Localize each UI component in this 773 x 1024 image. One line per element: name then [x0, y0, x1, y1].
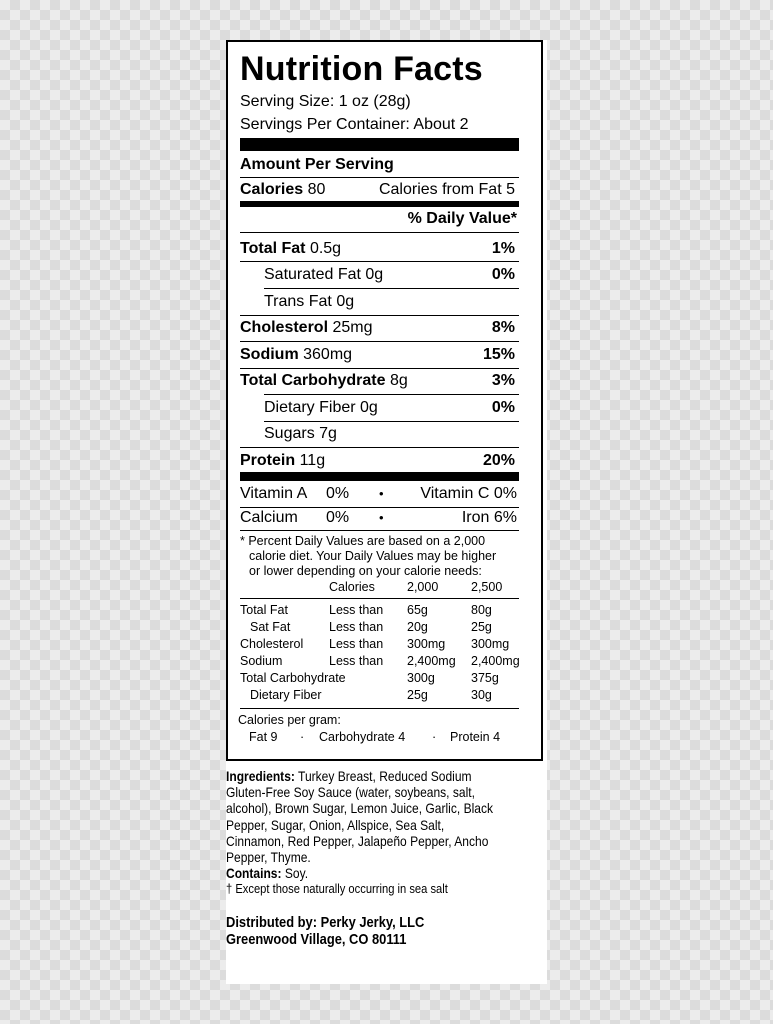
table-header-row [240, 579, 530, 596]
divider [240, 341, 519, 342]
divider [264, 394, 519, 395]
nutrient-amount: 360mg [303, 346, 353, 363]
nutrient-amount: 0g [365, 266, 384, 283]
nutrient-label: Cholesterol [240, 319, 329, 336]
table-cell: 80g [471, 603, 492, 617]
table-row [240, 687, 530, 704]
footnote-line-2: calorie diet. Your Daily Values may be higher [249, 549, 497, 563]
nutrient-label: Total Fat [240, 240, 306, 257]
table-header: 2,500 [471, 580, 503, 594]
daily-value-header: % Daily Value* [407, 210, 517, 227]
vitamin-a-value: 0% [326, 485, 350, 502]
nutrient-dv: 1% [491, 240, 515, 257]
calories-row [240, 180, 519, 200]
table-header: Calories [329, 580, 375, 594]
table-header: 2,000 [407, 580, 439, 594]
table-cell: Dietary Fiber [250, 688, 322, 702]
table-cell: Less than [329, 603, 384, 617]
nutrient-label: Trans Fat [264, 293, 332, 310]
table-cell: Less than [329, 637, 384, 651]
table-cell: 2,400mg [407, 654, 456, 668]
table-row [240, 619, 530, 636]
page-title: Nutrition Facts [240, 50, 483, 88]
contains-text: Soy. [284, 865, 309, 882]
amount-per-serving: Amount Per Serving [240, 156, 394, 173]
table-row [240, 653, 530, 670]
nutrient-dv: 20% [482, 452, 515, 469]
divider [240, 177, 519, 178]
table-cell: 30g [471, 688, 492, 702]
nutrient-amount: 11g [299, 452, 326, 469]
footnote-line-1: * Percent Daily Values are based on a 2,000 [240, 534, 486, 548]
table-cell: 375g [471, 671, 499, 685]
vitamin-c: Vitamin C 0% [420, 485, 517, 502]
divider [240, 368, 519, 369]
calories-per-gram-label: Calories per gram: [238, 713, 341, 727]
calories-label: Calories [240, 181, 304, 198]
divider [240, 530, 519, 531]
distributor-block [226, 914, 503, 948]
nutrient-label: Total Carbohydrate [240, 372, 386, 389]
table-cell: 20g [407, 620, 428, 634]
label-sheet [226, 40, 547, 984]
table-cell: Total Fat [240, 603, 288, 617]
table-row [240, 602, 530, 619]
bullet: • [379, 486, 384, 501]
servings-per-container: Servings Per Container: About 2 [240, 116, 469, 133]
table-cell: 25g [407, 688, 428, 702]
calories-per-gram-protein: Protein 4 [450, 730, 501, 744]
nutrient-amount: 7g [319, 425, 337, 442]
nutrient-row-total-carbohydrate [240, 371, 519, 391]
calories-per-gram-fat: Fat 9 [249, 730, 278, 744]
sea-salt-note: † Except those naturally occurring in sea salt [226, 881, 448, 896]
vitamin-a-label: Vitamin A [240, 485, 308, 502]
nutrient-amount: 0.5g [309, 240, 342, 257]
daily-value-header-row [240, 209, 519, 229]
footnote-line-3: or lower depending on your calorie needs: [249, 564, 482, 578]
ingredients-block [226, 768, 503, 881]
table-cell: Cholesterol [240, 637, 304, 651]
thick-divider [240, 138, 519, 151]
table-cell: 300mg [471, 637, 510, 651]
table-cell: Less than [329, 654, 384, 668]
divider [240, 315, 519, 316]
ingredients-text: Turkey Breast, Reduced Sodium Gluten-Free Soy Sauce (water, soybeans, salt, alcohol), Brown Sugar, Lemon Juice, Garlic, Black Pepper, Sugar, Onion, Allspice, Sea Salt, Cinnamon, Red Pepper, Jalapeño Pepper, Ancho Pepper, Thyme. [226, 768, 494, 866]
table-cell: 300mg [407, 637, 446, 651]
divider [240, 447, 519, 448]
nutrient-row-total-fat [240, 239, 519, 259]
table-cell: 25g [471, 620, 492, 634]
divider [240, 598, 519, 599]
nutrient-row-protein [240, 451, 519, 471]
table-cell: 65g [407, 603, 428, 617]
nutrient-dv: 0% [491, 399, 515, 416]
iron: Iron 6% [461, 509, 517, 526]
calories-value: 80 [307, 181, 326, 198]
calcium-label: Calcium [240, 509, 298, 526]
calories-per-gram-carbohydrate: Carbohydrate 4 [319, 730, 406, 744]
ingredients-paragraph [226, 768, 503, 865]
divider [240, 261, 519, 262]
nutrient-label: Protein [240, 452, 296, 469]
nutrient-label: Sodium [240, 346, 299, 363]
calcium-value: 0% [326, 509, 350, 526]
nutrition-facts-panel [226, 40, 543, 761]
divider [264, 288, 519, 289]
nutrient-row-cholesterol [240, 318, 519, 338]
divider [264, 421, 519, 422]
nutrient-dv: 8% [491, 319, 515, 336]
calories-from-fat: Calories from Fat 5 [378, 181, 515, 198]
nutrient-dv: 0% [491, 266, 515, 283]
divider [240, 708, 519, 709]
table-row [240, 636, 530, 653]
nutrient-amount: 25mg [332, 319, 373, 336]
table-cell: Sat Fat [250, 620, 291, 634]
table-cell: 300g [407, 671, 435, 685]
medium-divider [240, 201, 519, 207]
nutrient-dv: 15% [482, 346, 515, 363]
nutrient-row-sodium [240, 345, 519, 365]
separator: · [300, 730, 305, 744]
distributor-line-2: Greenwood Village, CO 80111 [226, 931, 407, 948]
table-cell: Less than [329, 620, 384, 634]
nutrient-amount: 0g [360, 399, 378, 416]
contains-label: Contains: [226, 865, 282, 882]
nutrient-label: Dietary Fiber [264, 399, 356, 416]
nutrient-label: Sugars [264, 425, 315, 442]
nutrient-label: Saturated Fat [264, 266, 361, 283]
nutrient-amount: 8g [389, 372, 408, 389]
table-cell: Sodium [240, 654, 283, 668]
thick-divider [240, 472, 519, 481]
nutrient-row-saturated-fat [264, 265, 519, 285]
table-row [240, 670, 530, 687]
ingredients-label: Ingredients: [226, 768, 295, 784]
distributor-line-1: Distributed by: Perky Jerky, LLC [226, 914, 425, 931]
nutrient-row-dietary-fiber [264, 398, 519, 418]
nutrient-dv: 3% [491, 372, 515, 389]
divider [240, 232, 519, 233]
contains-paragraph [226, 865, 503, 881]
bullet: • [379, 510, 384, 525]
separator: · [432, 730, 437, 744]
table-cell: Total Carbohydrate [240, 671, 346, 685]
table-cell: 2,400mg [471, 654, 520, 668]
serving-size: Serving Size: 1 oz (28g) [240, 93, 411, 110]
nutrient-row-sugars [264, 424, 519, 444]
nutrient-amount: 0g [336, 293, 355, 310]
nutrient-row-trans-fat [264, 292, 519, 312]
